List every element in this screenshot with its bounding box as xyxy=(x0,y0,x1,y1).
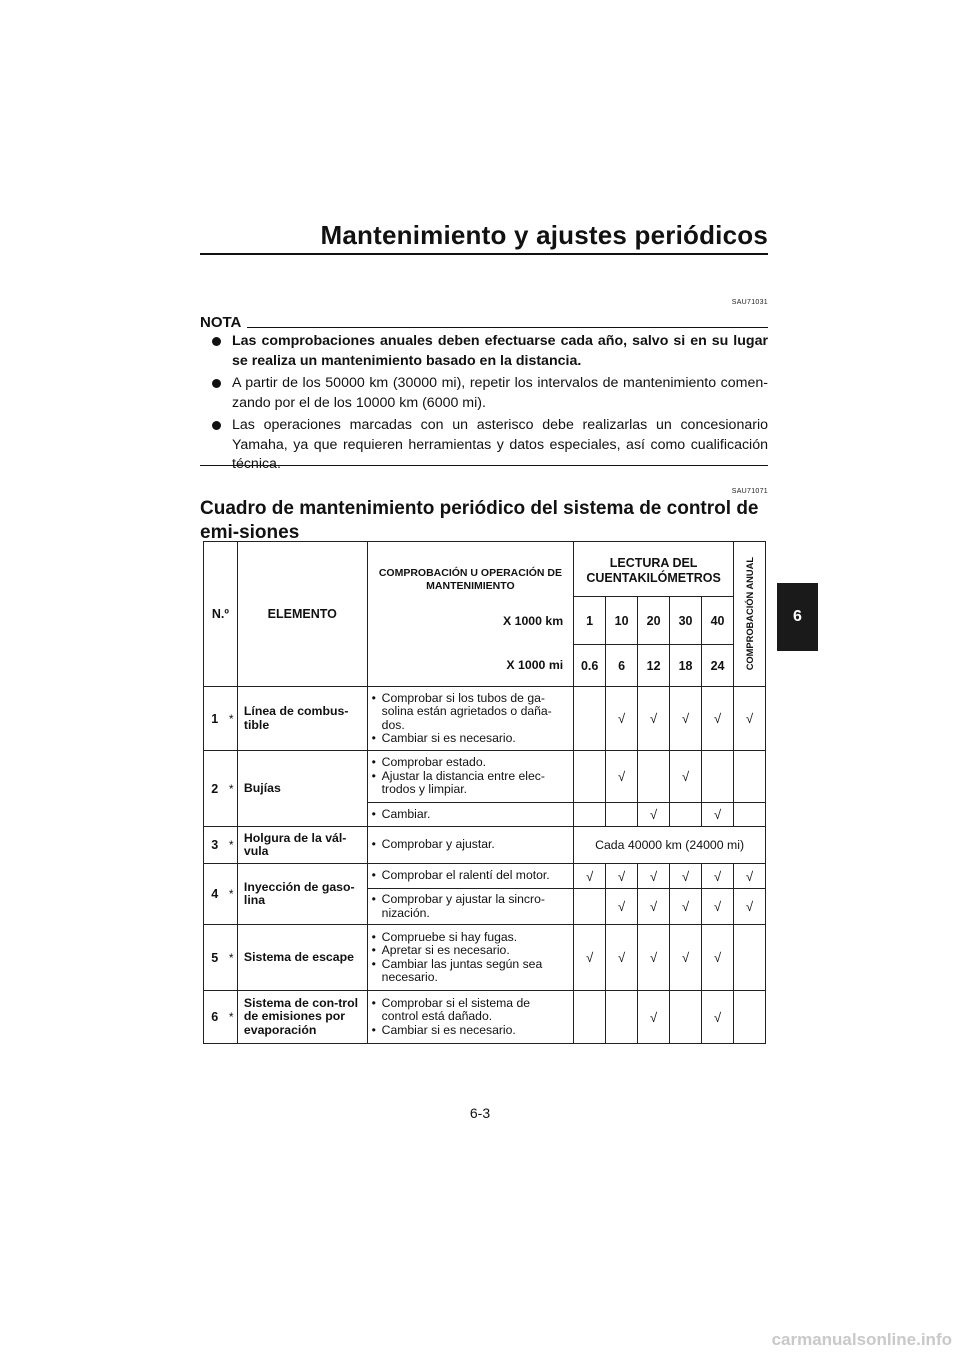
interval-note: Cada 40000 km (24000 mi) xyxy=(574,827,766,864)
table-header-row xyxy=(204,542,766,597)
check-cell xyxy=(670,803,702,827)
row-operations xyxy=(367,991,574,1044)
row-operations xyxy=(367,803,574,827)
header-mi-12: 12 xyxy=(638,645,670,687)
row-asterisk: * xyxy=(225,991,237,1044)
nota-item: Las operaciones marcadas con un asterisco debe realizarlas un concesionario Yamaha, ya que requieren herramientas y datos especiales, así como cualificación técnica. xyxy=(200,416,768,475)
row-item: Sistema de escape xyxy=(237,925,367,991)
operation-text: • Cambiar las juntas según sea necesario. xyxy=(372,958,570,985)
check-cell xyxy=(606,991,638,1044)
row-number: 1 xyxy=(204,687,226,751)
nota-item: A partir de los 50000 km (30000 mi), repetir los intervalos de mantenimiento comen-zando por el de los 10000 km (6000 mi). xyxy=(200,374,768,413)
annual-label: COMPROBACIÓN ANUAL xyxy=(744,557,755,671)
row-asterisk: * xyxy=(225,864,237,925)
check-cell xyxy=(734,803,766,827)
page-title: Mantenimiento y ajustes periódicos xyxy=(320,220,768,250)
row-operations xyxy=(367,687,574,751)
check-cell: √ xyxy=(638,925,670,991)
table-row xyxy=(204,864,766,889)
check-cell xyxy=(574,991,606,1044)
nota-rule xyxy=(247,327,768,328)
check-cell: √ xyxy=(670,751,702,803)
nota-item: Las comprobaciones anuales deben efectuarse cada año, salvo si en su lugar se realiza un mantenimiento basado en la distancia. xyxy=(200,332,768,371)
row-item: Línea de combus-tible xyxy=(237,687,367,751)
row-asterisk: * xyxy=(225,925,237,991)
check-cell: √ xyxy=(670,925,702,991)
row-operations xyxy=(367,751,574,803)
nota-header xyxy=(200,314,768,331)
header-annual xyxy=(734,542,766,687)
row-item: Inyección de gaso-lina xyxy=(237,864,367,925)
check-cell: √ xyxy=(638,864,670,889)
row-item: Bujías xyxy=(237,751,367,827)
section-reference-code: SAU71071 xyxy=(731,488,768,495)
row-operations xyxy=(367,925,574,991)
nota-label: NOTA xyxy=(200,314,242,331)
check-cell xyxy=(734,751,766,803)
check-cell xyxy=(606,803,638,827)
check-cell: √ xyxy=(606,864,638,889)
header-mi-label: X 1000 mi xyxy=(367,645,574,687)
header-km-20: 20 xyxy=(638,597,670,645)
section-title: Cuadro de mantenimiento periódico del sistema de control de emi-siones xyxy=(200,498,759,543)
operation-text: • Cambiar. xyxy=(372,808,570,822)
row-item: Holgura de la vál-vula xyxy=(237,827,367,864)
check-cell: √ xyxy=(702,991,734,1044)
check-cell xyxy=(734,925,766,991)
check-cell xyxy=(638,751,670,803)
row-number: 2 xyxy=(204,751,226,827)
row-number: 5 xyxy=(204,925,226,991)
header-km-10: 10 xyxy=(606,597,638,645)
table-row xyxy=(204,751,766,803)
header-item: ELEMENTO xyxy=(237,542,367,687)
check-cell: √ xyxy=(606,925,638,991)
check-cell: √ xyxy=(670,687,702,751)
table-row xyxy=(204,991,766,1044)
header-mi-24: 24 xyxy=(702,645,734,687)
header-mi-18: 18 xyxy=(670,645,702,687)
header-km-40: 40 xyxy=(702,597,734,645)
bullet-icon xyxy=(212,379,221,388)
operation-text: • Comprobar y ajustar. xyxy=(372,838,570,852)
nota-list xyxy=(200,332,768,478)
row-item: Sistema de con-trol de emisiones por evaporación xyxy=(237,991,367,1044)
check-cell xyxy=(574,687,606,751)
nota-end-rule xyxy=(200,465,768,466)
check-cell: √ xyxy=(638,991,670,1044)
row-asterisk: * xyxy=(225,687,237,751)
operation-text: • Comprobar estado. xyxy=(372,756,570,770)
check-cell: √ xyxy=(606,687,638,751)
row-number: 6 xyxy=(204,991,226,1044)
row-number: 3 xyxy=(204,827,226,864)
check-cell: √ xyxy=(702,889,734,925)
header-odometer: LECTURA DEL CUENTAKILÓMETROS xyxy=(574,542,734,597)
check-cell xyxy=(702,751,734,803)
operation-text: • Comprobar si el sistema de control está dañado. xyxy=(372,997,570,1024)
check-cell: √ xyxy=(734,864,766,889)
operation-text: • Ajustar la distancia entre elec-trodos y limpiar. xyxy=(372,770,570,797)
row-asterisk: * xyxy=(225,827,237,864)
maintenance-table xyxy=(203,541,766,1044)
check-cell xyxy=(574,803,606,827)
check-cell xyxy=(734,991,766,1044)
check-cell: √ xyxy=(734,687,766,751)
row-operations xyxy=(367,889,574,925)
table-row xyxy=(204,687,766,751)
check-cell: √ xyxy=(574,864,606,889)
check-cell xyxy=(670,991,702,1044)
check-cell: √ xyxy=(638,687,670,751)
check-cell: √ xyxy=(574,925,606,991)
check-cell: √ xyxy=(670,889,702,925)
header-mi-06: 0.6 xyxy=(574,645,606,687)
check-cell xyxy=(574,889,606,925)
check-cell: √ xyxy=(702,864,734,889)
bullet-icon xyxy=(212,421,221,430)
header-operation: COMPROBACIÓN U OPERACIÓN DE MANTENIMIENTO xyxy=(367,542,574,597)
bullet-icon xyxy=(212,337,221,346)
table-row xyxy=(204,827,766,864)
check-cell: √ xyxy=(638,803,670,827)
operation-text: • Compruebe si hay fugas. xyxy=(372,931,570,945)
operation-text: • Cambiar si es necesario. xyxy=(372,732,570,746)
header-km-label: X 1000 km xyxy=(367,597,574,645)
check-cell: √ xyxy=(606,889,638,925)
watermark: carmanualsonline.info xyxy=(771,1330,952,1349)
row-number: 4 xyxy=(204,864,226,925)
header-km-30: 30 xyxy=(670,597,702,645)
operation-text: • Apretar si es necesario. xyxy=(372,944,570,958)
check-cell: √ xyxy=(638,889,670,925)
operation-text: • Comprobar y ajustar la sincro-nización. xyxy=(372,893,570,920)
check-cell: √ xyxy=(702,925,734,991)
check-cell: √ xyxy=(734,889,766,925)
check-cell: √ xyxy=(702,687,734,751)
row-asterisk: * xyxy=(225,751,237,827)
operation-text: • Comprobar si los tubos de ga-solina están agrietados o daña-dos. xyxy=(372,692,570,733)
reference-code: SAU71031 xyxy=(731,299,768,306)
check-cell: √ xyxy=(670,864,702,889)
row-operations xyxy=(367,864,574,889)
check-cell xyxy=(574,751,606,803)
title-rule xyxy=(200,253,768,255)
row-operations xyxy=(367,827,574,864)
header-no: N.º xyxy=(204,542,238,687)
chapter-tab: 6 xyxy=(777,583,818,651)
table-row xyxy=(204,925,766,991)
header-mi-6: 6 xyxy=(606,645,638,687)
operation-text: • Cambiar si es necesario. xyxy=(372,1024,570,1038)
check-cell: √ xyxy=(702,803,734,827)
header-km-1: 1 xyxy=(574,597,606,645)
page-number: 6-3 xyxy=(469,1105,491,1121)
check-cell: √ xyxy=(606,751,638,803)
operation-text: • Comprobar el ralentí del motor. xyxy=(372,869,570,883)
